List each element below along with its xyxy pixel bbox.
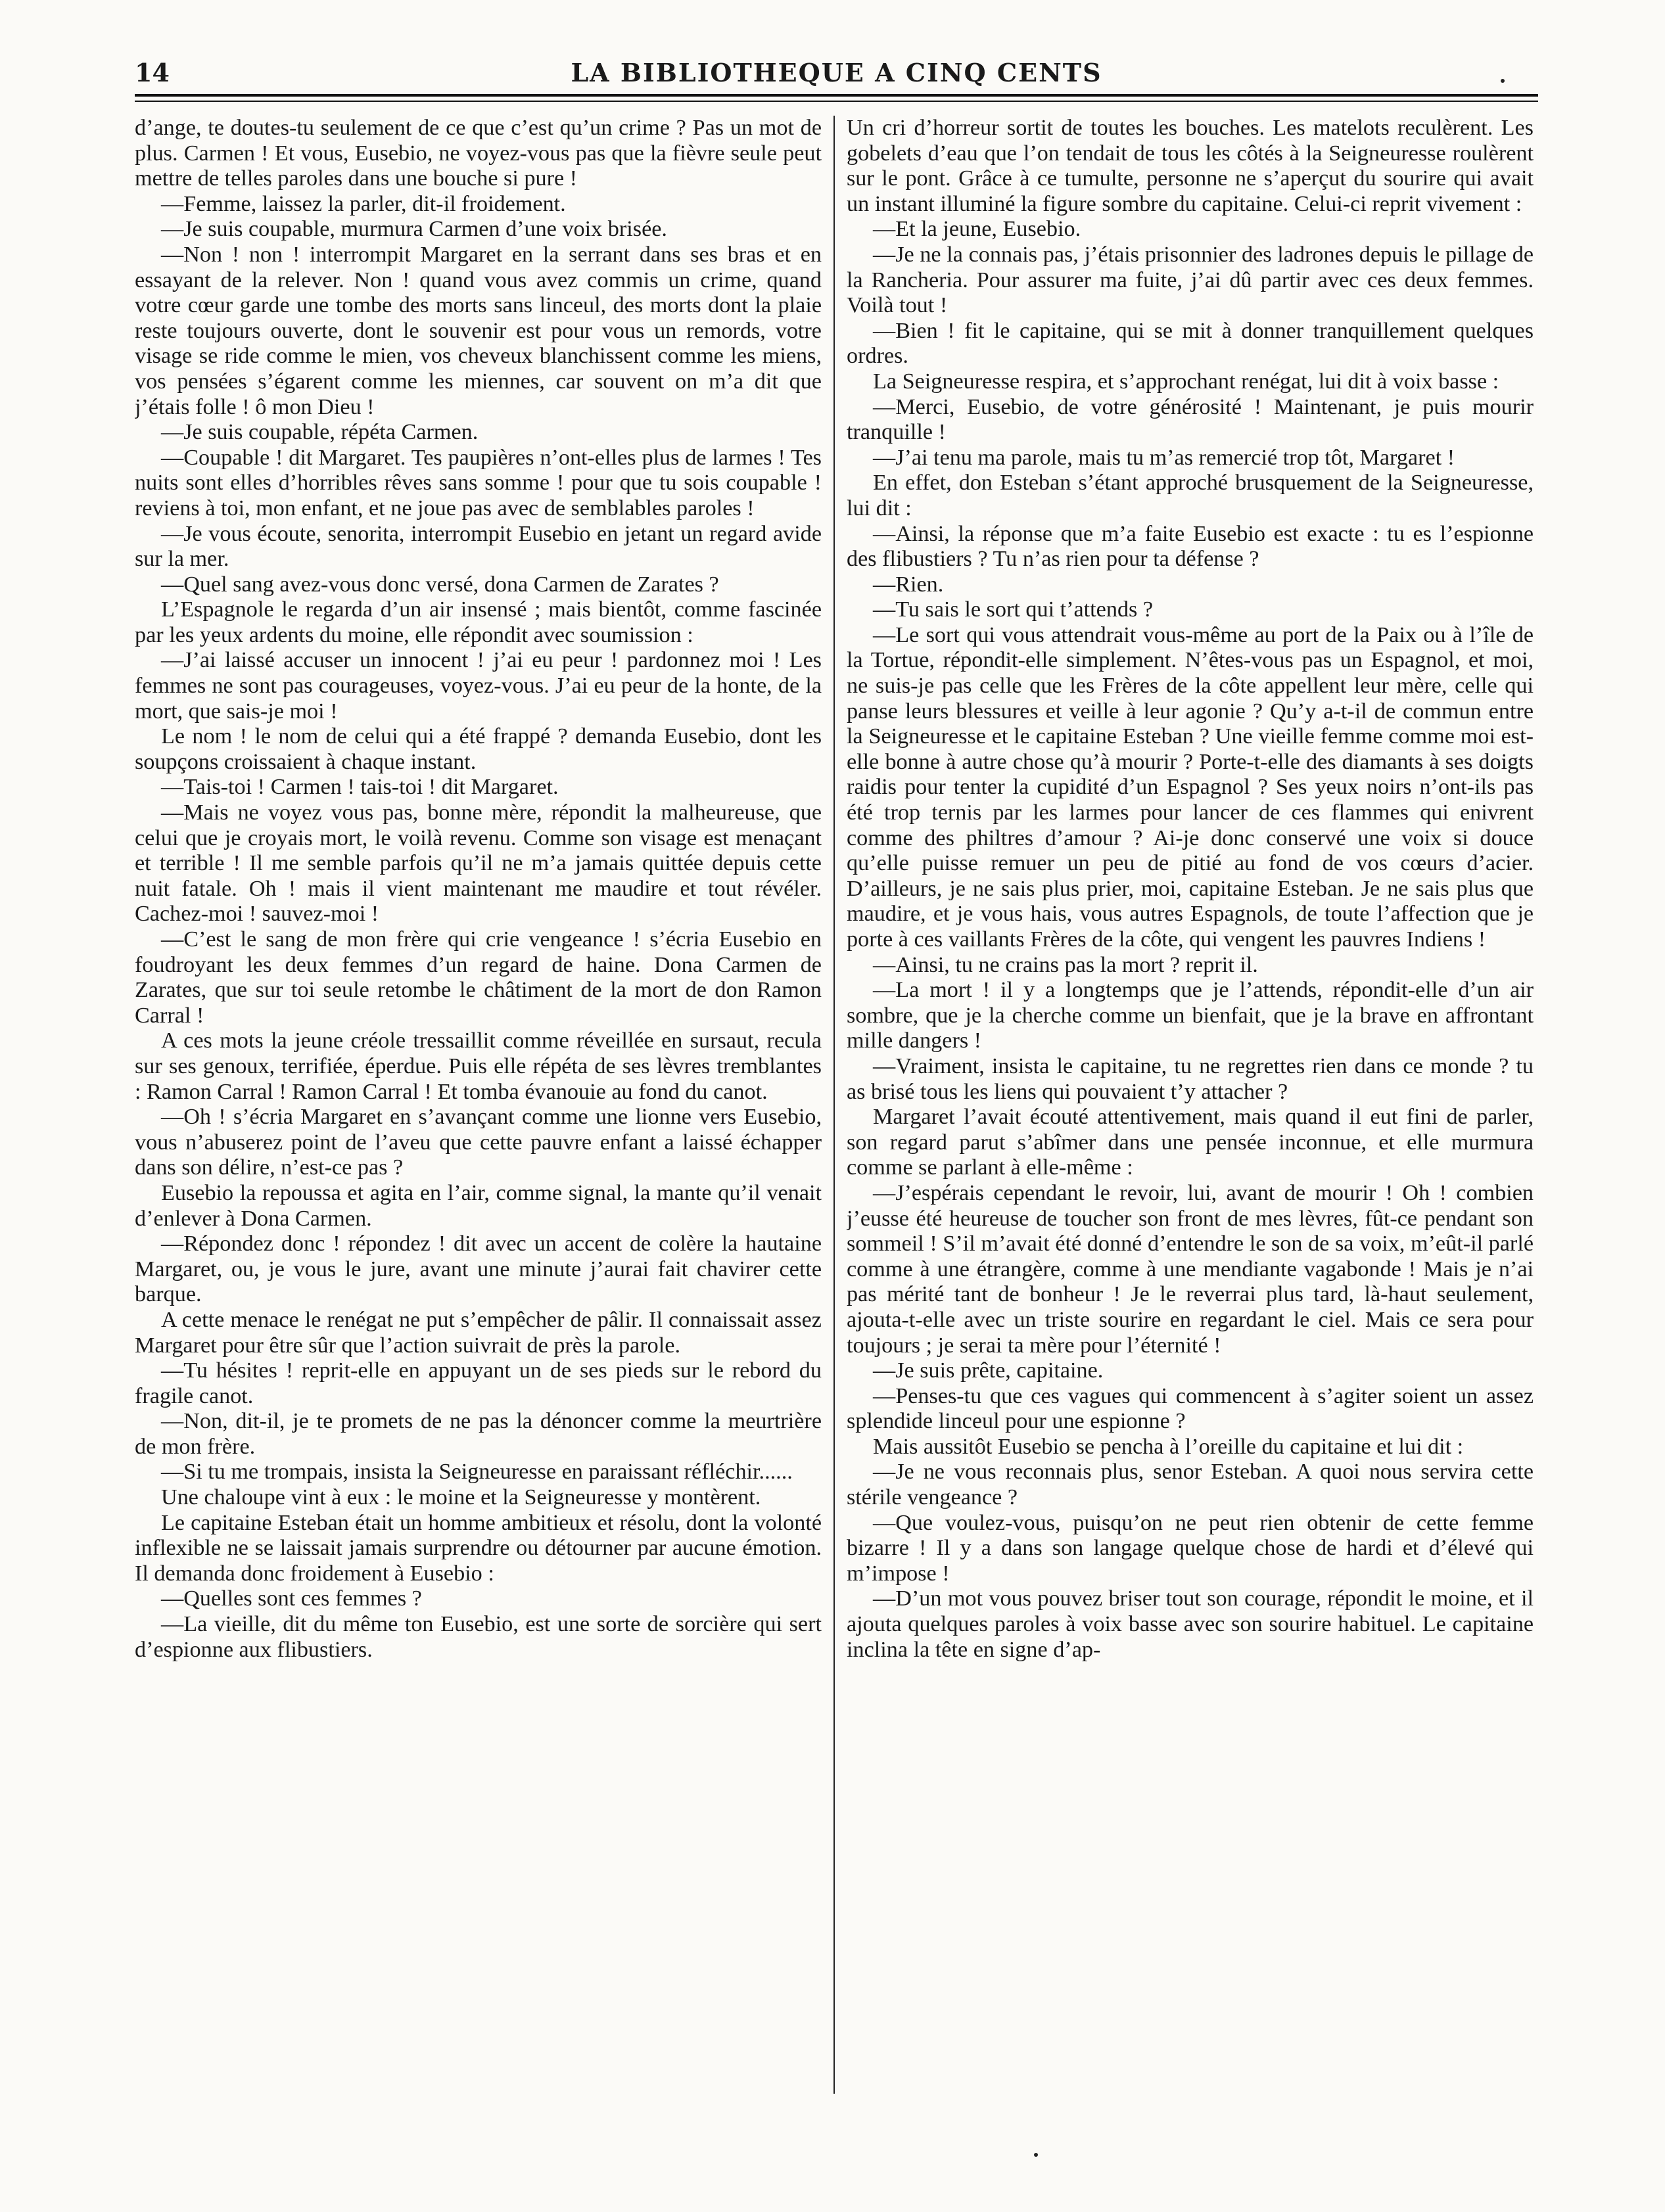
print-speck <box>1501 79 1505 83</box>
paragraph: Le nom ! le nom de celui qui a été frappé ? demanda Eusebio, dont les soupçons croissaient à chaque instant. <box>135 724 822 774</box>
paragraph: —Si tu me trompais, insista la Seigneuresse en paraissant réfléchir...... <box>161 1460 793 1485</box>
column-divider <box>833 116 835 2094</box>
paragraph: —Quelles sont ces femmes ? <box>161 1586 422 1611</box>
paragraph: —Répondez donc ! répondez ! dit avec un accent de colère la hautaine Margaret, ou, je vous le jure, avant une minute j’aurai fait chavirer cette barque. <box>135 1232 822 1307</box>
left-column <box>135 116 822 2094</box>
paragraph: —J’espérais cependant le revoir, lui, avant de mourir ! Oh ! combien j’eusse été heureuse de toucher son front de mes lèvres, fût-ce pendant son sommeil ! S’il m’avait été donné d’entendre le son de sa voix, m’eût-il parlé comme à une étrangère, comme à une mendiante vagabonde ! Mais je n’ai pas mérité tant de bonheur ! Je le reverrai plus tard, là-haut seulement, ajouta-t-elle avec un triste sourire en regardant le ciel. Mais ce sera pour toujours ; je serai ta mère pour l’éternité ! <box>847 1180 1534 1358</box>
paragraph: —Et la jeune, Eusebio. <box>873 217 1081 242</box>
print-speck <box>1034 2153 1038 2157</box>
paragraph: —Non ! non ! interrompit Margaret en la serrant dans ses bras et en essayant de la relever. Non ! quand vous avez commis un crime, quand votre cœur garde une tombe des morts sans linceul, des morts dont la plaie reste toujours ouverte, dont le souvenir est pour vous un remords, votre visage se ride comme le mien, vos cheveux blanchissent comme les miens, vos pensées s’égarent comme les miennes, car souvent on m’a dit que j’étais folle ! ô mon Dieu ! <box>135 242 822 419</box>
paragraph: —Rien. <box>873 572 944 597</box>
paragraph: d’ange, te doutes-tu seulement de ce que c’est qu’un crime ? Pas un mot de plus. Carmen ! Et vous, Eusebio, ne voyez-vous pas que la fièvre seule peut mettre de telles paroles dans une bouche si pure ! <box>135 116 822 191</box>
running-title: LA BIBLIOTHEQUE A CINQ CENTS <box>571 58 1102 87</box>
paragraph: A ces mots la jeune créole tressaillit comme réveillée en sursaut, recula sur ses genoux, terrifiée, éperdue. Puis elle répéta de ses lèvres tremblantes : Ramon Carral ! Ramon Carral ! Et tomba évanouie au fond du canot. <box>135 1028 822 1104</box>
paragraph: —Je suis coupable, murmura Carmen d’une voix brisée. <box>161 217 667 242</box>
paragraph: —Penses-tu que ces vagues qui commencent à s’agiter soient un assez splendide linceul pour une espionne ? <box>847 1383 1534 1434</box>
paragraph: —Ainsi, la réponse que m’a faite Eusebio est exacte : tu es l’espionne des flibustiers ? Tu n’as rien pour ta défense ? <box>847 521 1534 572</box>
paragraph: —J’ai laissé accuser un innocent ! j’ai eu peur ! pardonnez moi ! Les femmes ne sont pas courageuses, voyez-vous. J’ai eu peur de la honte, de la mort, que sais-je moi ! <box>135 648 822 724</box>
page-header <box>135 58 1538 92</box>
paragraph: Mais aussitôt Eusebio se pencha à l’oreille du capitaine et lui dit : <box>873 1434 1464 1459</box>
paragraph: Un cri d’horreur sortit de toutes les bouches. Les matelots reculèrent. Les gobelets d’eau que l’on tendait de tous les côtés à la Seigneuresse roulèrent sur le pont. Grâce à ce tumulte, personne ne s’aperçut du sourire qui avait un instant illuminé la figure sombre du capitaine. Celui-ci reprit vivement : <box>847 116 1534 216</box>
paragraph: —Le sort qui vous attendrait vous-même au port de la Paix ou à l’île de la Tortue, répondit-elle simplement. N’êtes-vous pas un Espagnol, et moi, ne suis-je pas celle que les Frères de la côte appellent leur mère, celle qui panse leurs blessures et veille à leur agonie ? Qu’y a-t-il de commun entre la Seigneuresse et le capitaine Esteban ? Une vieille femme comme moi est-elle bonne à autre chose qu’à mourir ? Porte-t-elle des diamants à ses doigts raidis pour tenter la cupidité d’un Espagnol ? Ses yeux noirs n’ont-ils pas été trop ternis par les larmes pour lancer de ces flammes qui enivrent comme des philtres d’amour ? Ai-je donc conservé une voix si douce qu’elle puisse remuer un peu de pitié au fond de vos cœurs d’acier. D’ailleurs, je ne sais plus prier, moi, capitaine Esteban. Je ne sais plus que maudire, et je vous hais, vous autres Espagnols, de toute l’affection que je porte à ces vaillants Frères de la côte, qui vengent les pauvres Indiens ! <box>847 622 1534 952</box>
paragraph: L’Espagnole le regarda d’un air insensé ; mais bientôt, comme fascinée par les yeux ardents du moine, elle répondit avec soumission : <box>135 597 822 647</box>
paragraph: —Oh ! s’écria Margaret en s’avançant comme une lionne vers Eusebio, vous n’abuserez point de l’aveu que cette pauvre enfant a laissé échapper dans son délire, n’est-ce pas ? <box>135 1105 822 1180</box>
paragraph: —Coupable ! dit Margaret. Tes paupières n’ont-elles plus de larmes ! Tes nuits sont elles d’horribles rêves sans somme ! pour que tu sois coupable ! reviens à toi, mon enfant, et ne joue pas avec de semblables paroles ! <box>135 445 822 520</box>
paragraph: —La mort ! il y a longtemps que je l’attends, répondit-elle d’un air sombre, que je la cherche comme un bienfait, que je la brave en affrontant mille dangers ! <box>847 978 1534 1053</box>
paragraph: —Non, dit-il, je te promets de ne pas la dénoncer comme la meurtrière de mon frère. <box>135 1409 822 1459</box>
header-rule-thin <box>135 101 1538 102</box>
paragraph: —Je ne vous reconnais plus, senor Esteban. A quoi nous servira cette stérile vengeance ? <box>847 1460 1534 1510</box>
paragraph: —Quel sang avez-vous donc versé, dona Carmen de Zarates ? <box>161 572 719 597</box>
page-number: 14 <box>135 58 170 87</box>
paragraph: —La vieille, dit du même ton Eusebio, est une sorte de sorcière qui sert d’espionne aux flibustiers. <box>135 1612 822 1662</box>
paragraph: Le capitaine Esteban était un homme ambitieux et résolu, dont la volonté inflexible ne se laissait jamais surprendre ou détourner par aucune émotion. Il demanda donc froidement à Eusebio : <box>135 1510 822 1586</box>
paragraph: —Bien ! fit le capitaine, qui se mit à donner tranquillement quelques ordres. <box>847 318 1534 369</box>
paragraph: La Seigneuresse respira, et s’approchant renégat, lui dit à voix basse : <box>873 369 1499 394</box>
paragraph: Eusebio la repoussa et agita en l’air, comme signal, la mante qu’il venait d’enlever à Dona Carmen. <box>135 1180 822 1231</box>
paragraph: —Je suis coupable, répéta Carmen. <box>161 420 479 445</box>
paragraph: —Tu hésites ! reprit-elle en appuyant un de ses pieds sur le rebord du fragile canot. <box>135 1358 822 1408</box>
paragraph: A cette menace le renégat ne put s’empêcher de pâlir. Il connaissait assez Margaret pour être sûr que l’action suivrait de près la parole. <box>135 1307 822 1358</box>
paragraph: —C’est le sang de mon frère qui crie vengeance ! s’écria Eusebio en foudroyant les deux femmes d’un regard de haine. Dona Carmen de Zarates, que sur toi seule retombe le châtiment de la mort de don Ramon Carral ! <box>135 927 822 1028</box>
paragraph: —J’ai tenu ma parole, mais tu m’as remercié trop tôt, Margaret ! <box>873 445 1455 470</box>
paragraph: —Femme, laissez la parler, dit-il froidement. <box>161 191 566 216</box>
paragraph: —Tu sais le sort qui t’attends ? <box>873 597 1154 622</box>
paragraph: —Je suis prête, capitaine. <box>873 1358 1104 1383</box>
paragraph: Margaret l’avait écouté attentivement, mais quand il eut fini de parler, son regard parut s’abîmer dans une pensée inconnue, et elle murmura comme se parlant à elle-même : <box>847 1105 1534 1180</box>
header-rule-thick <box>135 94 1538 97</box>
paragraph: —Ainsi, tu ne crains pas la mort ? reprit il. <box>873 952 1258 977</box>
paragraph: —Je ne la connais pas, j’étais prisonnier des ladrones depuis le pillage de la Rancheria. Pour assurer ma fuite, j’ai dû partir avec ces deux femmes. Voilà tout ! <box>847 242 1534 318</box>
paragraph: —Je vous écoute, senorita, interrompit Eusebio en jetant un regard avide sur la mer. <box>135 521 822 572</box>
paragraph: En effet, don Esteban s’étant approché brusquement de la Seigneuresse, lui dit : <box>847 471 1534 520</box>
paragraph: —Que voulez-vous, puisqu’on ne peut rien obtenir de cette femme bizarre ! Il y a dans son langage quelque chose de hardi et d’élevé qui m’impose ! <box>847 1510 1534 1586</box>
paragraph: Une chaloupe vint à eux : le moine et la Seigneuresse y montèrent. <box>161 1485 761 1510</box>
paragraph: —Mais ne voyez vous pas, bonne mère, répondit la malheureuse, que celui que je croyais mort, le voilà revenu. Comme son visage est menaçant et terrible ! Il me semble parfois qu’il ne m’a jamais quittée depuis cette nuit fatale. Oh ! mais il vient maintenant me maudire et tout révéler. Cachez-moi ! sauvez-moi ! <box>135 800 822 927</box>
paragraph: —Tais-toi ! Carmen ! tais-toi ! dit Margaret. <box>161 775 559 800</box>
paragraph: —Vraiment, insista le capitaine, tu ne regrettes rien dans ce monde ? tu as brisé tous les liens qui pouvaient t’y attacher ? <box>847 1053 1534 1104</box>
right-column <box>847 116 1534 2094</box>
paragraph: —D’un mot vous pouvez briser tout son courage, répondit le moine, et il ajouta quelques paroles à voix basse avec son sourire habituel. Le capitaine inclina la tête en signe d’ap- <box>847 1586 1534 1662</box>
paragraph: —Merci, Eusebio, de votre générosité ! Maintenant, je puis mourir tranquille ! <box>847 394 1534 445</box>
